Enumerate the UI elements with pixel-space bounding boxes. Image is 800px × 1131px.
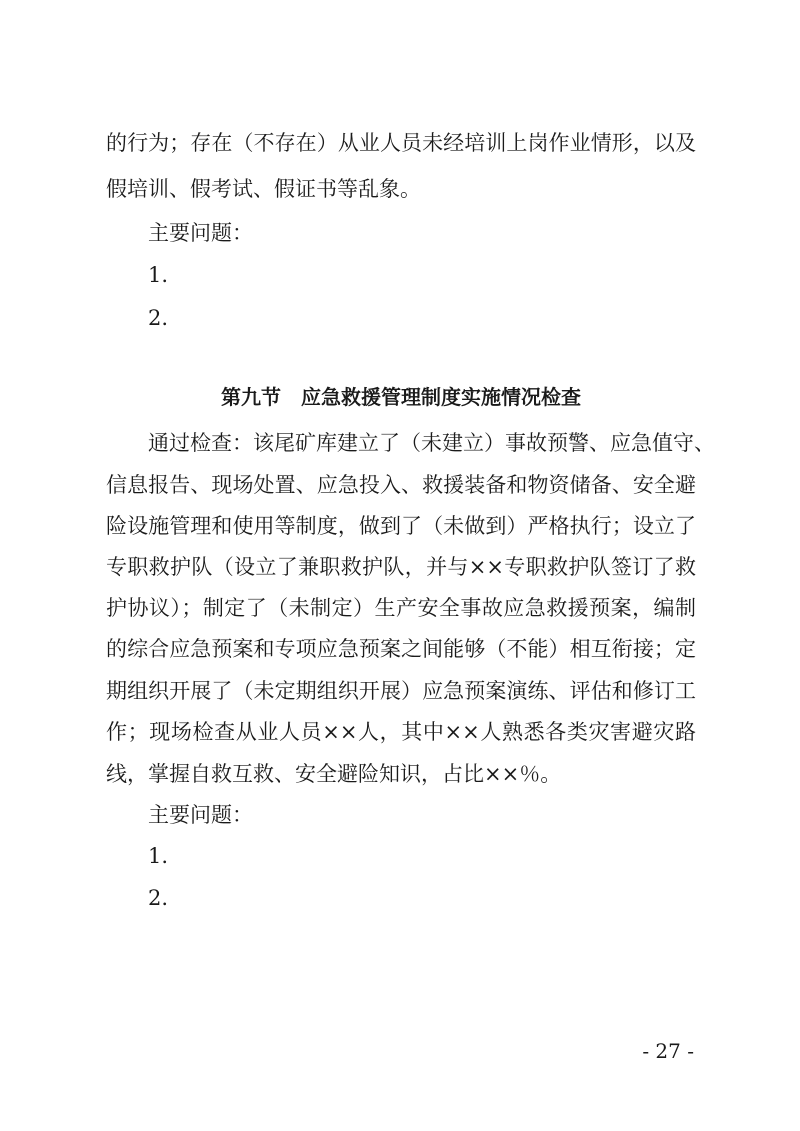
body-text-line: 专职救护队（设立了兼职救护队，并与××专职救护队签订了救 [106,555,696,579]
body-text-line: 的行为；存在（不存在）从业人员未经培训上岗作业情形，以及 [106,131,696,155]
section-heading: 第九节 应急救援管理制度实施情况检查 [221,385,581,409]
issue-item: 1. [148,844,169,868]
body-text-line: 假培训、假考试、假证书等乱象。 [106,177,421,201]
body-text-line: 期组织开展了（未定期组织开展）应急预案演练、评估和修订工 [106,679,696,703]
issues-label: 主要问题： [148,221,253,245]
body-text-line: 护协议）；制定了（未制定）生产安全事故应急救援预案，编制 [106,596,696,620]
page-number: - 27 - [642,1039,694,1063]
body-text-line: 通过检查：该尾矿库建立了（未建立）事故预警、应急值守、 [148,431,715,455]
body-text-line: 险设施管理和使用等制度，做到了（未做到）严格执行；设立了 [106,514,696,538]
body-text-line: 线，掌握自救互救、安全避险知识，占比××％。 [106,762,562,786]
issue-item: 2. [148,306,169,330]
body-text-line: 作；现场检查从业人员××人，其中××人熟悉各类灾害避灾路 [106,720,696,744]
body-text-line: 的综合应急预案和专项应急预案之间能够（不能）相互衔接；定 [106,637,696,661]
body-text-line: 信息报告、现场处置、应急投入、救援装备和物资储备、安全避 [106,473,696,497]
issue-item: 1. [148,263,169,287]
issues-label: 主要问题： [148,803,253,827]
issue-item: 2. [148,886,169,910]
